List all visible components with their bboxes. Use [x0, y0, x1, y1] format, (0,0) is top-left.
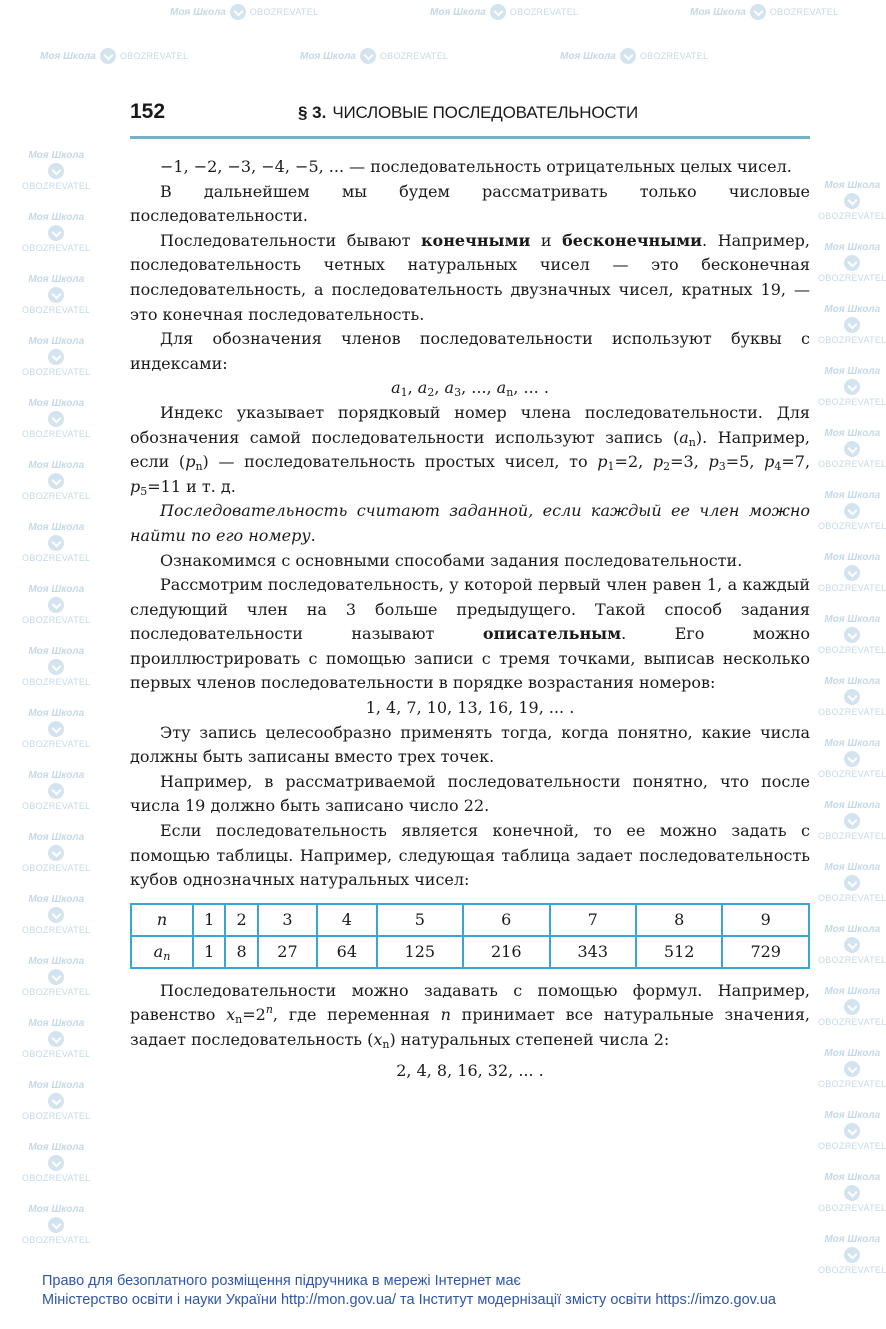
text-span: и: [530, 230, 563, 250]
watermark-brand-1: Моя Школа: [28, 522, 85, 533]
watermark-brand-1: Моя Школа: [28, 460, 85, 471]
watermark-brand-2: OBOZREVATEL: [22, 429, 91, 439]
table-cell: 6: [463, 904, 549, 936]
watermark-brand-1: Моя Школа: [824, 738, 881, 749]
checkmark-circle-icon: [360, 48, 376, 64]
watermark-brand-1: Моя Школа: [170, 6, 226, 18]
watermark-brand-2: OBOZREVATEL: [22, 553, 91, 563]
watermark-brand-2: OBOZREVATEL: [818, 397, 886, 407]
watermark-brand-1: Моя Школа: [824, 862, 881, 873]
checkmark-circle-icon: [48, 1155, 64, 1171]
watermark-logo: [22, 522, 90, 564]
math-sub: n: [163, 949, 171, 963]
table-cell: 7: [550, 904, 636, 936]
chapter-title: ЧИСЛОВЫЕ ПОСЛЕДОВАТЕЛЬНОСТИ: [332, 103, 639, 122]
math-var: p: [652, 452, 664, 472]
page-number: 152: [130, 100, 166, 123]
paragraph: [130, 979, 810, 1053]
watermark-brand-2: OBOZREVATEL: [818, 1265, 886, 1275]
watermark-brand-2: OBOZREVATEL: [22, 677, 91, 687]
watermark-logo: [818, 490, 886, 532]
watermark-brand-2: OBOZREVATEL: [818, 273, 886, 283]
watermark-logo: [818, 738, 886, 780]
checkmark-circle-icon: [48, 411, 64, 427]
table-cell: 729: [722, 936, 809, 968]
math-sup: n: [265, 1003, 273, 1017]
watermark-brand-2: OBOZREVATEL: [22, 1049, 91, 1059]
footer-line-2: Міністерство освіти і науки України http://mon.gov.ua/ та Інститут модернізації змісту освіти https://imzo.gov.ua: [42, 1292, 776, 1308]
paragraph: [130, 401, 810, 499]
text-span: Последовательности бывают: [160, 230, 421, 250]
checkmark-circle-icon: [48, 535, 64, 551]
math-var: p: [764, 452, 775, 472]
watermark-logo: [22, 460, 90, 502]
table-cell: 1: [193, 936, 225, 968]
watermark-logo: [818, 862, 886, 904]
checkmark-circle-icon: [48, 597, 64, 613]
paragraph: Для обозначения членов последовательности используют буквы с индексами:: [130, 329, 810, 373]
watermark-brand-1: Моя Школа: [40, 50, 96, 62]
math-var: p: [130, 476, 141, 496]
table-row-a: [131, 936, 809, 968]
math-var: a: [153, 941, 164, 961]
math-sub: n: [195, 460, 203, 474]
watermark-logo: [22, 212, 90, 254]
watermark-brand-1: Моя Школа: [824, 490, 881, 501]
table-cell: 1: [193, 904, 225, 936]
checkmark-circle-icon: [750, 4, 766, 20]
term-finite: конечными: [420, 230, 531, 250]
watermark-logo: [818, 676, 886, 718]
formula-indexed-terms: [130, 376, 810, 401]
checkmark-circle-icon: [844, 751, 860, 767]
text-span: ) натуральных степеней числа 2:: [389, 1030, 670, 1049]
math-eq: =3,: [670, 452, 709, 472]
watermark-logo: [22, 274, 90, 316]
watermark-brand-2: OBOZREVATEL: [509, 6, 579, 17]
checkmark-circle-icon: [844, 193, 860, 209]
watermark-brand-2: OBOZREVATEL: [818, 211, 886, 221]
watermark-logo: [22, 1142, 90, 1184]
math-var: n: [440, 1005, 451, 1025]
watermark-logo: [560, 48, 708, 64]
math-sep: ,: [486, 378, 497, 398]
watermark-logo: [22, 1080, 90, 1122]
watermark-brand-2: OBOZREVATEL: [818, 521, 886, 531]
paragraph: Эту запись целесообразно применять тогда, когда понятно, какие числа должны быть записаны вместо трех точек.: [130, 722, 810, 767]
table-cell: 27: [258, 936, 317, 968]
text-span: и т. д.: [181, 476, 236, 496]
watermark-brand-1: Моя Школа: [824, 800, 881, 811]
watermark-brand-2: OBOZREVATEL: [818, 645, 886, 655]
paragraph: Например, в рассматриваемой последовательности понятно, что после числа 19 должно быть записано число 22.: [130, 771, 810, 816]
text-span: ). Например, если (: [130, 427, 811, 472]
watermark-logo: [22, 894, 90, 936]
table-cell: 3: [258, 904, 317, 936]
watermark-brand-1: Моя Школа: [824, 614, 881, 625]
checkmark-circle-icon: [844, 875, 860, 891]
text-span: Последовательности можно задавать с помощью формул. Например, равенство: [130, 980, 810, 1025]
checkmark-circle-icon: [230, 4, 246, 20]
checkmark-circle-icon: [48, 473, 64, 489]
footer-line-1: Право для безоплатного розміщення підручника в мережі Інтернет має: [42, 1273, 521, 1289]
watermark-brand-1: Моя Школа: [28, 956, 85, 967]
watermark-brand-2: OBOZREVATEL: [818, 1017, 886, 1027]
chapter-mark: § 3.: [298, 103, 327, 122]
watermark-brand-2: OBOZREVATEL: [22, 987, 91, 997]
watermark-logo: [818, 1110, 886, 1152]
checkmark-circle-icon: [48, 721, 64, 737]
text-span: Рассмотрим последовательность, у которой первый член равен 1, а каждый следующий член на 3 больше предыдущего. Такой способ задания последовательности называют: [130, 575, 810, 644]
watermark-brand-2: OBOZREVATEL: [818, 583, 886, 593]
watermark-logo: [300, 48, 448, 64]
checkmark-circle-icon: [48, 845, 64, 861]
watermark-brand-1: Моя Школа: [28, 584, 85, 595]
checkmark-circle-icon: [48, 1217, 64, 1233]
term-descriptive: описательным: [482, 624, 622, 644]
checkmark-circle-icon: [844, 441, 860, 457]
watermark-brand-1: Моя Школа: [824, 676, 881, 687]
cubes-table: [130, 903, 810, 969]
paragraph: Если последовательность является конечной, то ее можно задать с помощью таблицы. Например, следующая таблица задает последовательность кубов однозначных натуральных чисел:: [130, 821, 810, 890]
checkmark-circle-icon: [48, 163, 64, 179]
math-sub: 2: [663, 460, 671, 474]
checkmark-circle-icon: [844, 503, 860, 519]
math-eq: =11: [147, 476, 182, 496]
table-cell: 64: [317, 936, 376, 968]
table-cell: 216: [463, 936, 549, 968]
checkmark-circle-icon: [844, 627, 860, 643]
watermark-logo: [818, 366, 886, 408]
math-sub: 5: [140, 484, 148, 498]
watermark-brand-2: OBOZREVATEL: [22, 863, 91, 873]
watermark-logo: [22, 770, 90, 812]
checkmark-circle-icon: [844, 689, 860, 705]
table-header-a: [131, 936, 193, 968]
watermark-brand-2: OBOZREVATEL: [249, 6, 319, 17]
math-var: a: [496, 378, 507, 398]
watermark-brand-1: Моя Школа: [28, 1142, 85, 1153]
watermark-logo: [818, 1172, 886, 1214]
math-eq: =2,: [614, 452, 653, 472]
watermark-brand-1: Моя Школа: [300, 50, 356, 62]
math-ellipsis: ...: [471, 378, 487, 398]
watermark-brand-2: OBOZREVATEL: [22, 925, 91, 935]
math-sub: 4: [774, 460, 782, 474]
table-row-n: [131, 904, 809, 936]
math-sub: 1: [400, 386, 408, 400]
math-eq: =7,: [781, 452, 811, 472]
checkmark-circle-icon: [48, 969, 64, 985]
text-span: Индекс указывает порядковый номер члена последовательности. Для обозначения самой последовательности используют запись (: [130, 402, 810, 447]
watermark-brand-1: Моя Школа: [824, 180, 881, 191]
math-var: x: [226, 1005, 236, 1025]
watermark-brand-2: OBOZREVATEL: [769, 6, 839, 17]
page-header: [130, 100, 810, 139]
checkmark-circle-icon: [844, 255, 860, 271]
table-cell: 8: [636, 904, 722, 936]
math-sub: n: [688, 435, 696, 449]
checkmark-circle-icon: [48, 907, 64, 923]
footer-copyright: [42, 1272, 776, 1310]
watermark-brand-2: OBOZREVATEL: [119, 50, 189, 61]
watermark-logo: [22, 398, 90, 440]
math-sep: ,: [434, 378, 445, 398]
math-sub: 1: [607, 460, 615, 474]
math-eq: =5,: [725, 452, 765, 472]
watermark-brand-1: Моя Школа: [824, 242, 881, 253]
watermark-brand-2: OBOZREVATEL: [22, 801, 91, 811]
watermark-brand-1: Моя Школа: [824, 1048, 881, 1059]
watermark-brand-2: OBOZREVATEL: [22, 1111, 91, 1121]
watermark-brand-1: Моя Школа: [28, 646, 85, 657]
watermark-brand-1: Моя Школа: [28, 832, 85, 843]
checkmark-circle-icon: [844, 1247, 860, 1263]
table-cell: 125: [377, 936, 463, 968]
watermark-brand-2: OBOZREVATEL: [818, 1079, 886, 1089]
watermark-logo: [818, 428, 886, 470]
checkmark-circle-icon: [48, 1093, 64, 1109]
math-sub: n: [506, 386, 514, 400]
checkmark-circle-icon: [844, 999, 860, 1015]
watermark-brand-2: OBOZREVATEL: [22, 305, 91, 315]
text-span: , где переменная: [272, 1005, 441, 1025]
checkmark-circle-icon: [844, 1061, 860, 1077]
watermark-logo: [818, 1048, 886, 1090]
term-infinite: бесконечными: [562, 230, 703, 250]
watermark-brand-2: OBOZREVATEL: [818, 459, 886, 469]
watermark-brand-1: Моя Школа: [28, 398, 85, 409]
watermark-logo: [818, 180, 886, 222]
watermark-brand-2: OBOZREVATEL: [818, 769, 886, 779]
checkmark-circle-icon: [620, 48, 636, 64]
math-var: x: [373, 1030, 383, 1049]
math-eq: =2: [242, 1005, 266, 1025]
checkmark-circle-icon: [844, 1185, 860, 1201]
math-var: p: [708, 452, 719, 472]
watermark-brand-1: Моя Школа: [690, 6, 746, 18]
watermark-brand-1: Моя Школа: [824, 366, 881, 377]
watermark-logo: [818, 304, 886, 346]
watermark-logo: [818, 1234, 886, 1276]
checkmark-circle-icon: [844, 813, 860, 829]
watermark-brand-1: Моя Школа: [28, 336, 85, 347]
watermark-brand-1: Моя Школа: [28, 274, 85, 285]
watermark-logo: [22, 1018, 90, 1060]
definition-italic: Последовательность считают заданной, если каждый ее член можно найти по его номеру.: [130, 501, 810, 545]
watermark-logo: [22, 646, 90, 688]
watermark-brand-2: OBOZREVATEL: [818, 1203, 886, 1213]
watermark-brand-2: OBOZREVATEL: [22, 367, 91, 377]
watermark-brand-2: OBOZREVATEL: [379, 50, 449, 61]
checkmark-circle-icon: [844, 937, 860, 953]
math-var: a: [444, 378, 455, 398]
watermark-brand-1: Моя Школа: [28, 1080, 85, 1091]
paragraph: [130, 229, 810, 327]
watermark-brand-2: OBOZREVATEL: [22, 615, 91, 625]
watermark-brand-1: Моя Школа: [560, 50, 616, 62]
table-cell: 9: [722, 904, 809, 936]
paragraph: [130, 573, 810, 696]
table-cell: 4: [317, 904, 376, 936]
watermark-brand-1: Моя Школа: [28, 212, 85, 223]
watermark-brand-1: Моя Школа: [824, 1110, 881, 1121]
math-var: a: [391, 378, 401, 398]
table-cell: 343: [550, 936, 636, 968]
math-sep: ,: [461, 378, 472, 398]
math-sub: n: [382, 1038, 390, 1051]
watermark-brand-2: OBOZREVATEL: [22, 1173, 91, 1183]
watermark-logo: [430, 4, 578, 20]
watermark-brand-1: Моя Школа: [824, 924, 881, 935]
checkmark-circle-icon: [844, 565, 860, 581]
watermark-logo: [818, 800, 886, 842]
math-var: p: [597, 452, 608, 472]
checkmark-circle-icon: [844, 317, 860, 333]
watermark-brand-2: OBOZREVATEL: [639, 50, 709, 61]
table-cell: 2: [225, 904, 257, 936]
table-cell: 512: [636, 936, 722, 968]
watermark-brand-1: Моя Школа: [824, 304, 881, 315]
formula-powers-of-two: 2, 4, 8, 16, 32, ... .: [396, 1060, 544, 1080]
watermark-brand-2: OBOZREVATEL: [818, 707, 886, 717]
watermark-brand-1: Моя Школа: [824, 1234, 881, 1245]
watermark-logo: [40, 48, 188, 64]
watermark-brand-1: Моя Школа: [824, 428, 881, 439]
watermark-brand-2: OBOZREVATEL: [818, 1141, 886, 1151]
math-var: a: [417, 378, 428, 398]
watermark-brand-1: Моя Школа: [28, 894, 85, 905]
paragraph: −1, −2, −3, −4, −5, ... — последовательность отрицательных целых чисел.: [160, 157, 792, 176]
watermark-logo: [818, 924, 886, 966]
watermark-logo: [690, 4, 838, 20]
math-sub: 3: [454, 386, 462, 400]
math-sub: 2: [427, 386, 435, 400]
watermark-logo: [818, 614, 886, 656]
watermark-logo: [818, 986, 886, 1028]
watermark-brand-1: Моя Школа: [28, 1204, 85, 1215]
watermark-brand-2: OBOZREVATEL: [22, 491, 91, 501]
watermark-brand-2: OBOZREVATEL: [818, 831, 886, 841]
table-cell: 8: [225, 936, 257, 968]
paragraph: Ознакомимся с основными способами задания последовательности.: [160, 550, 743, 570]
checkmark-circle-icon: [48, 659, 64, 675]
text-span: . Его можно проиллюстрировать с помощью записи с тремя точками, выписав несколько первых членов последовательности в порядке возрастания номеров:: [130, 624, 810, 693]
watermark-brand-1: Моя Школа: [28, 150, 85, 161]
watermark-brand-2: OBOZREVATEL: [22, 243, 91, 253]
watermark-brand-1: Моя Школа: [28, 770, 85, 781]
watermark-logo: [22, 956, 90, 998]
paragraph: В дальнейшем мы будем рассматривать только числовые последовательности.: [130, 181, 810, 226]
math-var: a: [679, 427, 689, 447]
checkmark-circle-icon: [100, 48, 116, 64]
watermark-logo: [22, 832, 90, 874]
watermark-brand-2: OBOZREVATEL: [818, 955, 886, 965]
math-sub: n: [235, 1013, 243, 1027]
text-span: ) — последовательность простых чисел, то: [202, 452, 598, 472]
watermark-logo: [170, 4, 318, 20]
watermark-brand-2: OBOZREVATEL: [22, 181, 91, 191]
table-cell: 5: [377, 904, 463, 936]
checkmark-circle-icon: [844, 379, 860, 395]
math-tail: , ... .: [513, 378, 549, 398]
checkmark-circle-icon: [48, 349, 64, 365]
checkmark-circle-icon: [490, 4, 506, 20]
watermark-logo: [22, 150, 90, 192]
math-sep: ,: [407, 378, 418, 398]
watermark-logo: [818, 242, 886, 284]
watermark-logo: [22, 336, 90, 378]
table-header-n: n: [131, 904, 193, 936]
watermark-brand-1: Моя Школа: [28, 1018, 85, 1029]
watermark-brand-1: Моя Школа: [824, 1172, 881, 1183]
textbook-page: [130, 100, 810, 1083]
watermark-logo: [818, 552, 886, 594]
watermark-logo: [22, 1204, 90, 1246]
checkmark-circle-icon: [48, 1031, 64, 1047]
watermark-logo: [22, 708, 90, 750]
watermark-brand-2: OBOZREVATEL: [818, 893, 886, 903]
checkmark-circle-icon: [844, 1123, 860, 1139]
watermark-brand-1: Моя Школа: [824, 552, 881, 563]
formula-arithmetic-sequence: 1, 4, 7, 10, 13, 16, 19, ... .: [365, 698, 575, 718]
checkmark-circle-icon: [48, 287, 64, 303]
watermark-brand-1: Моя Школа: [824, 986, 881, 997]
checkmark-circle-icon: [48, 783, 64, 799]
watermark-logo: [22, 584, 90, 626]
watermark-brand-2: OBOZREVATEL: [22, 739, 91, 749]
watermark-brand-1: Моя Школа: [28, 708, 85, 719]
text-span: . Например, последовательность четных натуральных чисел — это бесконечная последовательность, а последовательность двузначных чисел, кратных 19, — это конечная последовательность.: [130, 230, 810, 324]
math-sub: 3: [718, 460, 726, 474]
checkmark-circle-icon: [48, 225, 64, 241]
text-span: принимает все натуральные значения, задает последовательность (: [130, 1005, 810, 1049]
math-var: p: [185, 452, 196, 472]
watermark-brand-2: OBOZREVATEL: [818, 335, 886, 345]
body-text: [130, 155, 810, 1083]
watermark-brand-1: Моя Школа: [430, 6, 486, 18]
watermark-brand-2: OBOZREVATEL: [22, 1235, 91, 1245]
